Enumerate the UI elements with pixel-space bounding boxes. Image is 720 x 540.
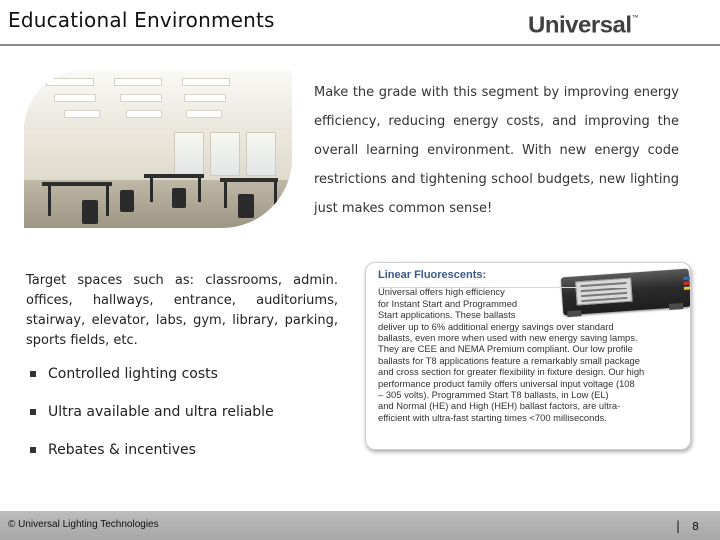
card-line: Universal offers high efficiency: [378, 286, 505, 298]
card-line: and cross section for greater flexibility in fixture design. Our high: [378, 366, 645, 378]
card-line: for Instant Start and Programmed: [378, 297, 518, 309]
bullet-label: Controlled lighting costs: [48, 366, 218, 382]
slide-title: Educational Environments: [8, 8, 275, 32]
card-line: – 305 volts). Programmed Start T8 ballasts, in Low (EL): [378, 389, 609, 401]
logo-text: Universal: [528, 12, 632, 39]
copyright-text: © Universal Lighting Technologies: [8, 519, 159, 530]
card-line: efficient with ultra-fast starting times <700 milliseconds.: [378, 411, 607, 423]
bullet-square-icon: [30, 409, 36, 415]
universal-logo: [528, 13, 638, 40]
classroom-photo: [24, 70, 292, 228]
header-divider: [0, 44, 720, 46]
logo-trademark: ™: [631, 14, 639, 22]
target-spaces-text: Target spaces such as: classrooms, admin. offices, hallways, entrance, auditoriums, stairway, elevator, labs, gym, library, parking, sports fields, etc.: [26, 273, 338, 348]
bullet-square-icon: [30, 371, 36, 377]
card-line: ballasts, even more when used with new energy saving lamps.: [378, 332, 638, 344]
footer-separator: |: [676, 519, 681, 533]
card-line: deliver up to 6% additional energy savings over standard: [378, 320, 614, 332]
bullet-controlled-costs: [30, 366, 350, 404]
product-info-card: [365, 262, 691, 450]
footer-bar: [0, 511, 720, 540]
bullet-rebates: [30, 442, 350, 480]
card-body: [378, 275, 686, 423]
bullet-availability: [30, 404, 350, 442]
card-line: Start applications. These ballasts: [378, 309, 516, 321]
intro-paragraph: Make the grade with this segment by improving energy efficiency, reducing energy costs, and improving the overall learning environment. With new energy code restrictions and tightening school budgets, new lighting just makes common sense!: [314, 85, 679, 216]
bullet-label: Ultra available and ultra reliable: [48, 404, 274, 420]
bullet-label: Rebates & incentives: [48, 442, 196, 458]
bullet-square-icon: [30, 447, 36, 453]
card-line: ballasts for T8 applications feature a remarkably small package: [378, 354, 640, 366]
card-line: They are CEE and NEMA Premium compliant. Our low profile: [378, 343, 633, 355]
card-line: performance product family offers universal input voltage (108: [378, 377, 635, 389]
card-line: and Normal (HE) and High (HEH) ballast factors, are ultra-: [378, 400, 621, 412]
page-number: 8: [692, 520, 699, 533]
card-title: Linear Fluorescents:: [378, 269, 487, 281]
benefit-list: [30, 366, 350, 480]
